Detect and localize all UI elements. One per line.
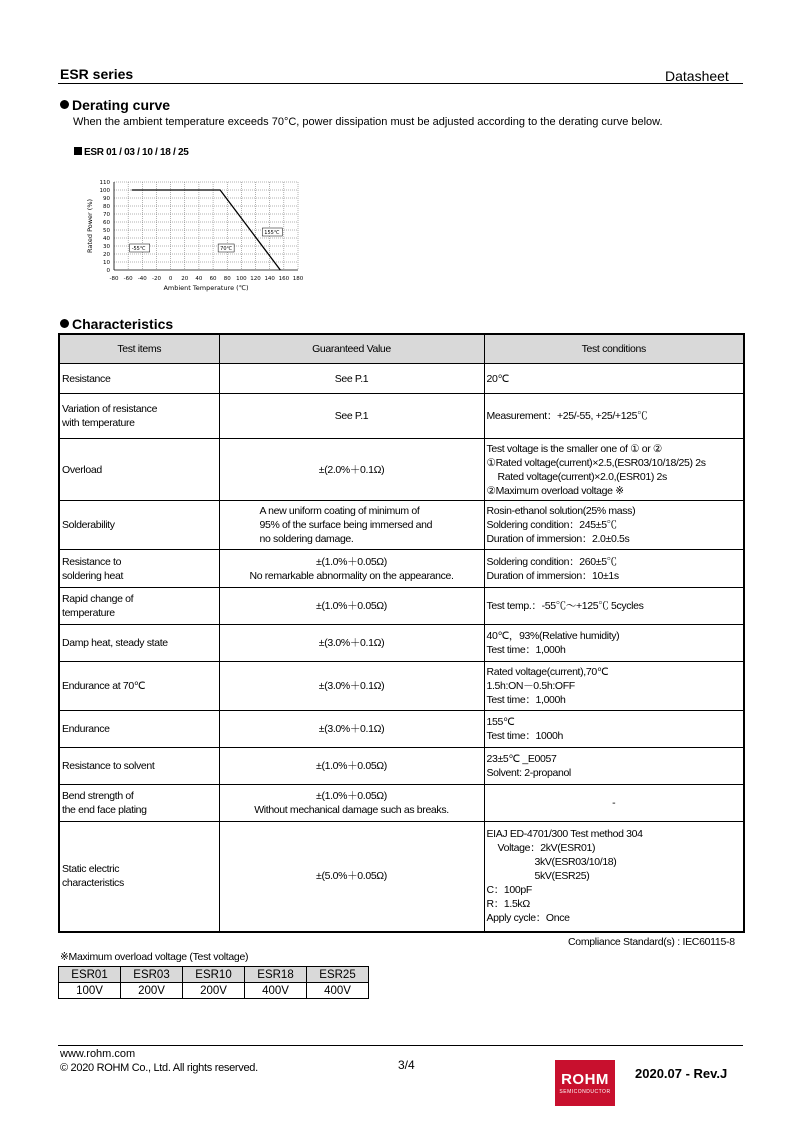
table-row <box>59 662 744 711</box>
item-line: the end face plating <box>62 804 147 816</box>
overload-models-row <box>59 967 369 983</box>
cell-cond <box>484 625 744 662</box>
header-test-conditions: Test conditions <box>484 334 744 364</box>
value-line: ±(3.0%＋0.1Ω) <box>318 680 385 692</box>
cell-cond <box>484 439 744 501</box>
table-row <box>59 364 744 394</box>
x-tick-label: -60 <box>123 276 133 282</box>
item-line: Endurance <box>62 723 110 735</box>
item-line: Solderability <box>62 519 115 531</box>
cell-cond <box>484 662 744 711</box>
cell-item <box>59 748 219 785</box>
table-row <box>59 625 744 662</box>
cell-value <box>219 439 484 501</box>
characteristics-header-row <box>59 334 744 364</box>
cell-item <box>59 588 219 625</box>
cell-cond <box>484 785 744 822</box>
x-tick-label: 60 <box>209 276 217 282</box>
table-row <box>59 439 744 501</box>
cond-line: 1.5h:ON－0.5h:OFF <box>486 680 575 692</box>
cond-line: ①Rated voltage(current)×2.5,(ESR03/10/18/25) 2s <box>486 456 706 469</box>
table-row <box>59 822 744 932</box>
cell-value <box>219 748 484 785</box>
compliance-standard: Compliance Standard(s) : IEC60115-8 <box>568 936 735 948</box>
revision-label: 2020.07 - Rev.J <box>635 1066 728 1081</box>
header-series-title: ESR series <box>60 66 134 82</box>
item-line: Bend strength of <box>62 790 134 802</box>
table-row <box>59 550 744 588</box>
item-line: Damp heat, steady state <box>62 637 168 649</box>
value-line: ±(3.0%＋0.1Ω) <box>318 723 385 735</box>
value-line: ±(2.0%＋0.1Ω) <box>318 463 385 476</box>
footer-url[interactable]: www.rohm.com <box>60 1048 136 1060</box>
cell-value <box>219 625 484 662</box>
cell-item <box>59 394 219 439</box>
item-line: characteristics <box>62 877 124 890</box>
y-tick-label: 110 <box>99 180 110 186</box>
cond-line: Soldering condition：245±5℃ <box>486 519 617 531</box>
cell-item <box>59 501 219 550</box>
cond-line: EIAJ ED-4701/300 Test method 304 <box>486 828 643 841</box>
item-line: soldering heat <box>62 569 124 582</box>
value-line: ±(1.0%＋0.05Ω) <box>316 760 387 772</box>
value-line: ±(1.0%＋0.05Ω) <box>316 555 387 568</box>
y-tick-label: 80 <box>103 204 110 210</box>
value-line: no soldering damage. <box>259 533 354 545</box>
cell-value <box>219 550 484 588</box>
cell-value <box>219 364 484 394</box>
item-line: Rapid change of <box>62 593 134 605</box>
overload-voltage-cell: 100V <box>59 983 121 999</box>
x-tick-label: 80 <box>223 276 231 282</box>
cell-value <box>219 662 484 711</box>
derating-description: When the ambient temperature exceeds 70°C, power dissipation must be adjusted according to the derating curve below. <box>73 116 663 128</box>
overload-voltages-row <box>59 983 369 999</box>
overload-model-cell: ESR03 <box>121 967 183 983</box>
cell-value <box>219 501 484 550</box>
value-line: ±(5.0%＋0.05Ω) <box>316 870 387 883</box>
cell-cond <box>484 588 744 625</box>
y-tick-label: 70 <box>103 212 110 218</box>
cell-item <box>59 822 219 932</box>
header-guaranteed-value: Guaranteed Value <box>219 334 484 364</box>
table-row <box>59 588 744 625</box>
square-bullet-icon <box>74 147 82 155</box>
rohm-logo <box>555 1060 615 1106</box>
item-line: temperature <box>62 607 115 619</box>
cond-line: Test time：1000h <box>486 730 563 742</box>
overload-model-cell: ESR25 <box>307 967 369 983</box>
header-test-items: Test items <box>59 334 219 364</box>
cell-item <box>59 662 219 711</box>
overload-voltage-cell: 400V <box>245 983 307 999</box>
y-tick-label: 100 <box>99 188 110 194</box>
cell-value <box>219 394 484 439</box>
cell-value <box>219 588 484 625</box>
cond-line: Rosin-ethanol solution(25% mass) <box>486 505 636 517</box>
derating-subtitle-text: ESR 01 / 03 / 10 / 18 / 25 <box>84 147 189 158</box>
x-tick-label: -40 <box>137 276 147 282</box>
cell-cond <box>484 550 744 588</box>
cell-item <box>59 711 219 748</box>
x-tick-label: 120 <box>250 276 261 282</box>
cond-line: 23±5℃ _E0057 <box>486 753 557 765</box>
logo-sub-text: SEMICONDUCTOR <box>559 1089 611 1095</box>
overload-model-cell: ESR10 <box>183 967 245 983</box>
x-tick-label: 100 <box>236 276 247 282</box>
bullet-icon <box>60 319 69 328</box>
cell-value <box>219 711 484 748</box>
value-line: No remarkable abnormality on the appearance. <box>249 569 454 582</box>
characteristics-title-text: Characteristics <box>72 316 174 332</box>
cond-line: 3kV(ESR03/10/18) <box>534 856 617 869</box>
derating-chart <box>82 174 314 296</box>
cell-cond <box>484 394 744 439</box>
y-axis-label: Rated Power (%) <box>86 198 94 254</box>
x-axis-label: Ambient Temperature (℃) <box>163 284 249 292</box>
cond-line: Rated voltage(current)×2.0,(ESR01) 2s <box>497 470 667 483</box>
item-line: Static electric <box>62 863 120 876</box>
item-line: Endurance at 70℃ <box>62 680 146 692</box>
cond-line: Rated voltage(current),70℃ <box>486 666 609 678</box>
page-number: 3/4 <box>398 1058 415 1072</box>
value-line: A new uniform coating of minimum of <box>259 505 420 517</box>
cond-line: - <box>612 797 616 809</box>
y-tick-label: 60 <box>103 220 110 226</box>
cond-line: 155℃ <box>486 716 515 728</box>
cell-value <box>219 822 484 932</box>
value-line: ±(1.0%＋0.05Ω) <box>316 790 387 802</box>
table-row <box>59 748 744 785</box>
cond-line: Voltage：2kV(ESR01) <box>497 842 596 855</box>
y-tick-label: 90 <box>103 196 110 202</box>
table-row <box>59 711 744 748</box>
cond-line: C：100pF <box>486 884 532 897</box>
cond-line: Test voltage is the smaller one of ① or ② <box>486 442 662 455</box>
cond-line: ②Maximum overload voltage ※ <box>486 484 624 497</box>
y-tick-label: 30 <box>103 244 110 250</box>
cell-item <box>59 439 219 501</box>
overload-model-cell: ESR18 <box>245 967 307 983</box>
y-tick-label: 50 <box>103 228 110 234</box>
footer-copyright: © 2020 ROHM Co., Ltd. All rights reserved. <box>60 1062 258 1074</box>
cond-line: Measurement：+25/-55, +25/+125℃ <box>486 410 648 422</box>
cond-line: R：1.5kΩ <box>486 898 530 911</box>
annotation-label: 70℃ <box>220 246 233 252</box>
table-row <box>59 394 744 439</box>
header-rule <box>58 83 743 84</box>
cell-item <box>59 785 219 822</box>
cell-cond <box>484 364 744 394</box>
annotation-label: -55℃ <box>131 246 146 252</box>
item-line: Resistance to solvent <box>62 760 155 772</box>
x-tick-label: -80 <box>109 276 119 282</box>
value-line: See P.1 <box>334 372 369 385</box>
characteristics-table <box>58 333 745 933</box>
cell-value <box>219 785 484 822</box>
value-line: ±(3.0%＋0.1Ω) <box>318 637 385 649</box>
bullet-icon <box>60 100 69 109</box>
cond-line: Duration of immersion：2.0±0.5s <box>486 533 630 545</box>
x-tick-label: 40 <box>195 276 203 282</box>
cond-line: Test time：1,000h <box>486 644 566 656</box>
cell-cond <box>484 748 744 785</box>
overload-voltage-table <box>58 966 369 999</box>
overload-voltage-cell: 200V <box>121 983 183 999</box>
derating-title-text: Derating curve <box>72 97 171 113</box>
cond-line: Solvent: 2-propanol <box>486 767 571 779</box>
cell-item <box>59 625 219 662</box>
value-line: Without mechanical damage such as breaks. <box>254 804 449 816</box>
header-doc-type: Datasheet <box>665 68 729 84</box>
cell-cond <box>484 822 744 932</box>
y-tick-label: 10 <box>103 260 110 266</box>
cond-line: Apply cycle：Once <box>486 912 570 925</box>
cond-line: Test time：1,000h <box>486 694 566 706</box>
x-tick-label: -20 <box>151 276 161 282</box>
cond-line: Soldering condition：260±5℃ <box>486 555 617 568</box>
x-tick-label: 20 <box>181 276 189 282</box>
item-line: with temperature <box>62 417 135 429</box>
table-row <box>59 501 744 550</box>
overload-voltage-cell: 200V <box>183 983 245 999</box>
overload-model-cell: ESR01 <box>59 967 121 983</box>
overload-note: ※Maximum overload voltage (Test voltage) <box>60 951 249 963</box>
y-tick-label: 20 <box>103 252 110 258</box>
cell-cond <box>484 501 744 550</box>
cond-line: Test temp.：-55℃～+125℃ 5cycles <box>486 600 644 612</box>
x-tick-label: 0 <box>168 276 173 282</box>
cond-line: 40℃，93%(Relative humidity) <box>486 630 620 642</box>
y-tick-label: 40 <box>103 236 110 242</box>
overload-voltage-cell: 400V <box>307 983 369 999</box>
item-line: Resistance to <box>62 555 122 568</box>
annotation-label: 155℃ <box>264 230 280 236</box>
cell-item <box>59 550 219 588</box>
item-line: Resistance <box>62 372 111 385</box>
value-line: 95% of the surface being immersed and <box>259 519 433 531</box>
cond-line: Duration of immersion：10±1s <box>486 569 619 582</box>
x-tick-label: 160 <box>278 276 290 282</box>
value-line: ±(1.0%＋0.05Ω) <box>316 600 387 612</box>
item-line: Variation of resistance <box>62 403 158 415</box>
item-line: Overload <box>62 463 102 476</box>
cell-cond <box>484 711 744 748</box>
derating-subtitle <box>74 147 189 158</box>
cell-item <box>59 364 219 394</box>
table-row <box>59 785 744 822</box>
cond-line: 20℃ <box>486 372 509 385</box>
x-tick-label: 180 <box>292 276 304 282</box>
cond-line: 5kV(ESR25) <box>534 870 590 883</box>
characteristics-section-title <box>60 316 173 332</box>
logo-brand-text: ROHM <box>561 1071 609 1088</box>
footer-rule <box>58 1045 743 1046</box>
x-tick-label: 140 <box>264 276 275 282</box>
y-tick-label: 0 <box>106 268 110 274</box>
derating-section-title <box>60 97 170 113</box>
value-line: See P.1 <box>334 410 369 422</box>
